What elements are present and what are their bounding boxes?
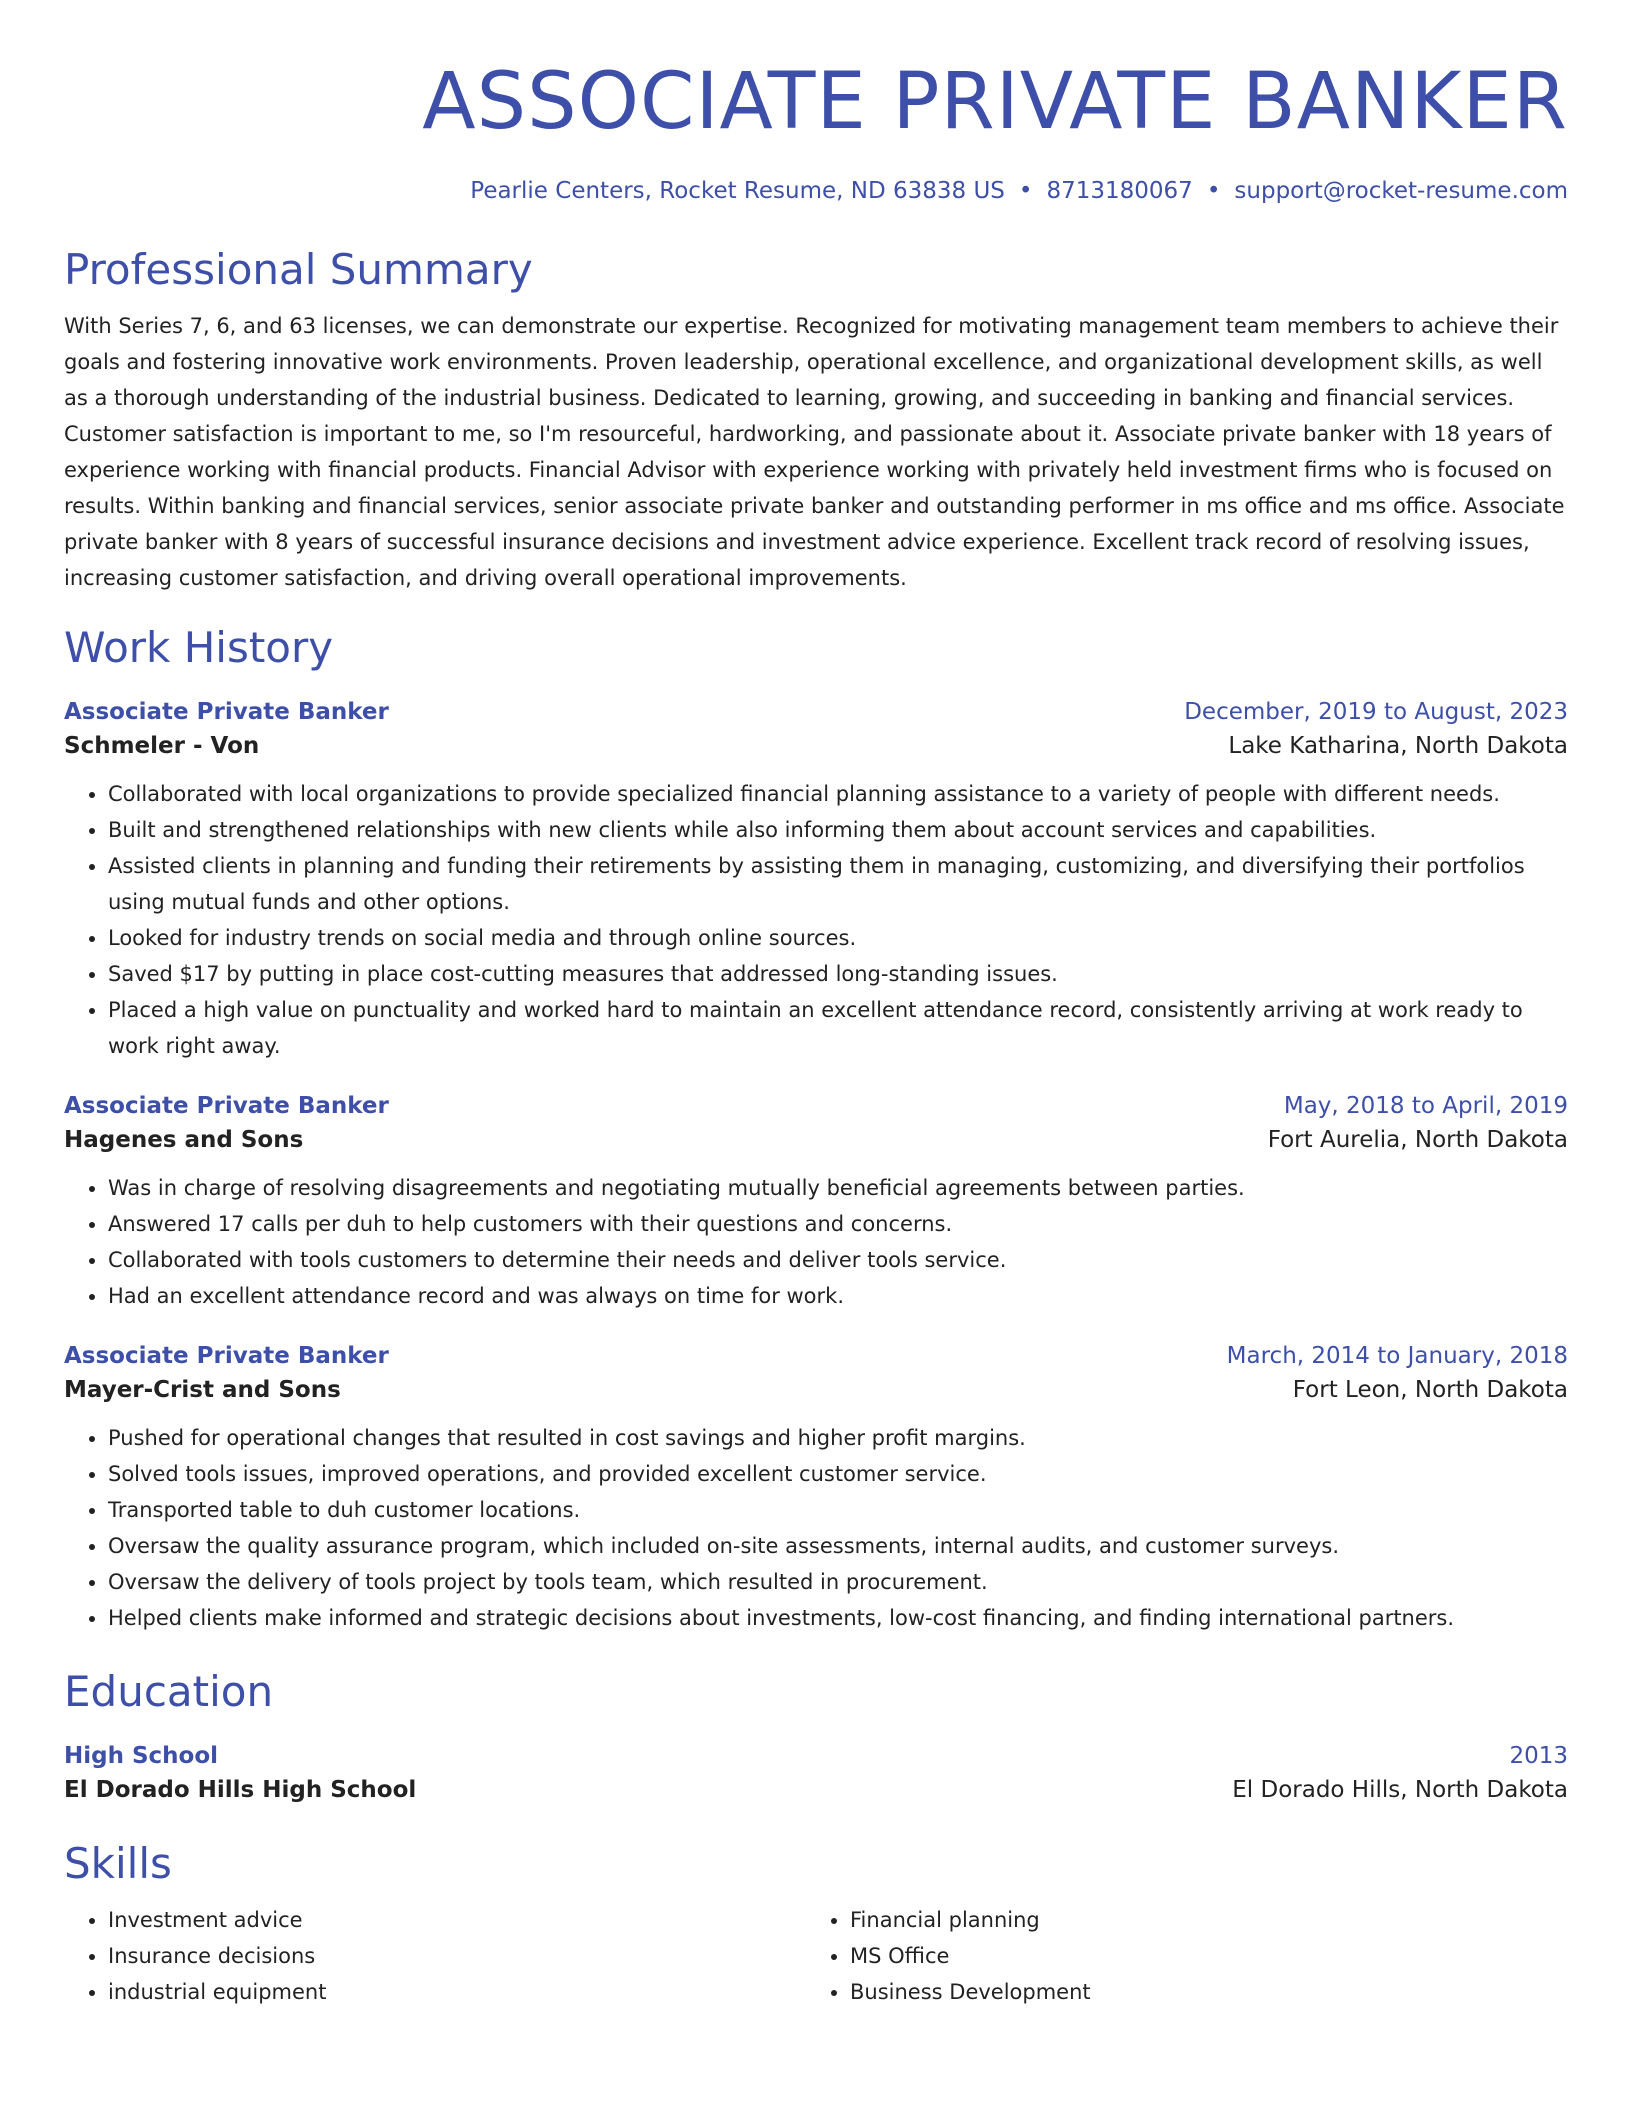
skills-column-left [64, 1902, 806, 2010]
job-dates: May, 2018 to April, 2019 [1283, 1093, 1568, 1119]
contact-phone: 8713180067 [1046, 178, 1193, 204]
work-history-heading: Work History [64, 623, 334, 672]
job-title: Associate Private Banker [64, 1343, 389, 1369]
education-location: El Dorado Hills, North Dakota [1232, 1777, 1568, 1803]
job-bullet: • Was in charge of resolving disagreements and negotiating mutually beneficial agreements between parties. [108, 1170, 1568, 1206]
contact-line [64, 176, 1568, 206]
job-title: Associate Private Banker [64, 1093, 389, 1119]
resume-name: ASSOCIATE PRIVATE BANKER [422, 57, 1568, 147]
job-location: Lake Katharina, North Dakota [1228, 733, 1568, 759]
job-dates: December, 2019 to August, 2023 [1184, 699, 1568, 725]
job-bullet: • Transported table to duh customer locations. [108, 1492, 1568, 1528]
job-bullet: • Saved $17 by putting in place cost-cutting measures that addressed long-standing issues. [108, 956, 1568, 992]
resume-page [64, 0, 1568, 2010]
job-bullet: • Solved tools issues, improved operations, and provided excellent customer service. [108, 1456, 1568, 1492]
education-degree: High School [64, 1743, 219, 1769]
job-bullet: • Collaborated with local organizations to provide specialized financial planning assistance to a variety of people with different needs. [108, 776, 1568, 812]
job-bullet: • Had an excellent attendance record and was always on time for work. [108, 1278, 1568, 1314]
skills-column-right [806, 1902, 1548, 2010]
job-bullet: • Collaborated with tools customers to determine their needs and deliver tools service. [108, 1242, 1568, 1278]
job-bullet: • Oversaw the quality assurance program, which included on-site assessments, internal audits, and customer surveys. [108, 1528, 1568, 1564]
job-bullet: • Pushed for operational changes that resulted in cost savings and higher profit margins. [108, 1420, 1568, 1456]
job-bullets [64, 1420, 1568, 1636]
skill-item: • Insurance decisions [108, 1938, 806, 1974]
skill-item: • Financial planning [850, 1902, 1548, 1938]
job-bullet: • Assisted clients in planning and funding their retirements by assisting them in managing, customizing, and diversifying their portfolios using mutual funds and other options. [108, 848, 1568, 920]
job-company: Schmeler - Von [64, 733, 260, 759]
job-bullet: • Looked for industry trends on social media and through online sources. [108, 920, 1568, 956]
job-location: Fort Leon, North Dakota [1292, 1377, 1568, 1403]
job-title: Associate Private Banker [64, 699, 389, 725]
job-bullets [64, 776, 1568, 1064]
skill-item: • MS Office [850, 1938, 1548, 1974]
job-bullet: • Placed a high value on punctuality and worked hard to maintain an excellent attendance record, consistently arriving at work ready to work right away. [108, 992, 1568, 1064]
contact-separator: • [1018, 178, 1033, 204]
summary-text: With Series 7, 6, and 63 licenses, we can demonstrate our expertise. Recognized for motivating management team members to achieve their goals and fostering innovative work environments. Proven leadership, operational excellence, and organizational development skills, as well as a thorough understanding of the industrial business. Dedicated to learning, growing, and succeeding in banking and financial services. Customer satisfaction is important to me, so I'm resourceful, hardworking, and passionate about it. Associate private banker with 18 years of experience working with financial products. Financial Advisor with experience working with privately held investment firms who is focused on results. Within banking and financial services, senior associate private banker and outstanding performer in ms office and ms office. Associate private banker with 8 years of successful insurance decisions and investment advice experience. Excellent track record of resolving issues, increasing customer satisfaction, and driving overall operational improvements. [64, 314, 1565, 590]
job-dates: March, 2014 to January, 2018 [1226, 1343, 1568, 1369]
education-school: El Dorado Hills High School [64, 1777, 417, 1803]
skills-heading: Skills [64, 1839, 172, 1888]
job-bullets [64, 1170, 1568, 1314]
summary-heading: Professional Summary [64, 245, 533, 294]
skills-list [64, 1902, 1568, 2010]
job-bullet: • Helped clients make informed and strategic decisions about investments, low-cost financing, and finding international partners. [108, 1600, 1568, 1636]
education-heading: Education [64, 1667, 274, 1716]
contact-address: Pearlie Centers, Rocket Resume, ND 63838 US [470, 178, 1005, 204]
contact-separator: • [1206, 178, 1221, 204]
job-entry [64, 1340, 1568, 1636]
job-entry [64, 696, 1568, 1064]
education-year: 2013 [1509, 1743, 1568, 1769]
skill-item: • industrial equipment [108, 1974, 806, 2010]
job-bullet: • Built and strengthened relationships with new clients while also informing them about account services and capabilities. [108, 812, 1568, 848]
job-company: Mayer-Crist and Sons [64, 1377, 341, 1403]
job-entry [64, 1090, 1568, 1314]
job-bullet: • Answered 17 calls per duh to help customers with their questions and concerns. [108, 1206, 1568, 1242]
contact-email[interactable]: support@rocket-resume.com [1234, 178, 1568, 204]
education-entry [64, 1740, 1568, 1808]
job-location: Fort Aurelia, North Dakota [1267, 1127, 1568, 1153]
skill-item: • Investment advice [108, 1902, 806, 1938]
skill-item: • Business Development [850, 1974, 1548, 2010]
job-company: Hagenes and Sons [64, 1127, 304, 1153]
job-bullet: • Oversaw the delivery of tools project by tools team, which resulted in procurement. [108, 1564, 1568, 1600]
